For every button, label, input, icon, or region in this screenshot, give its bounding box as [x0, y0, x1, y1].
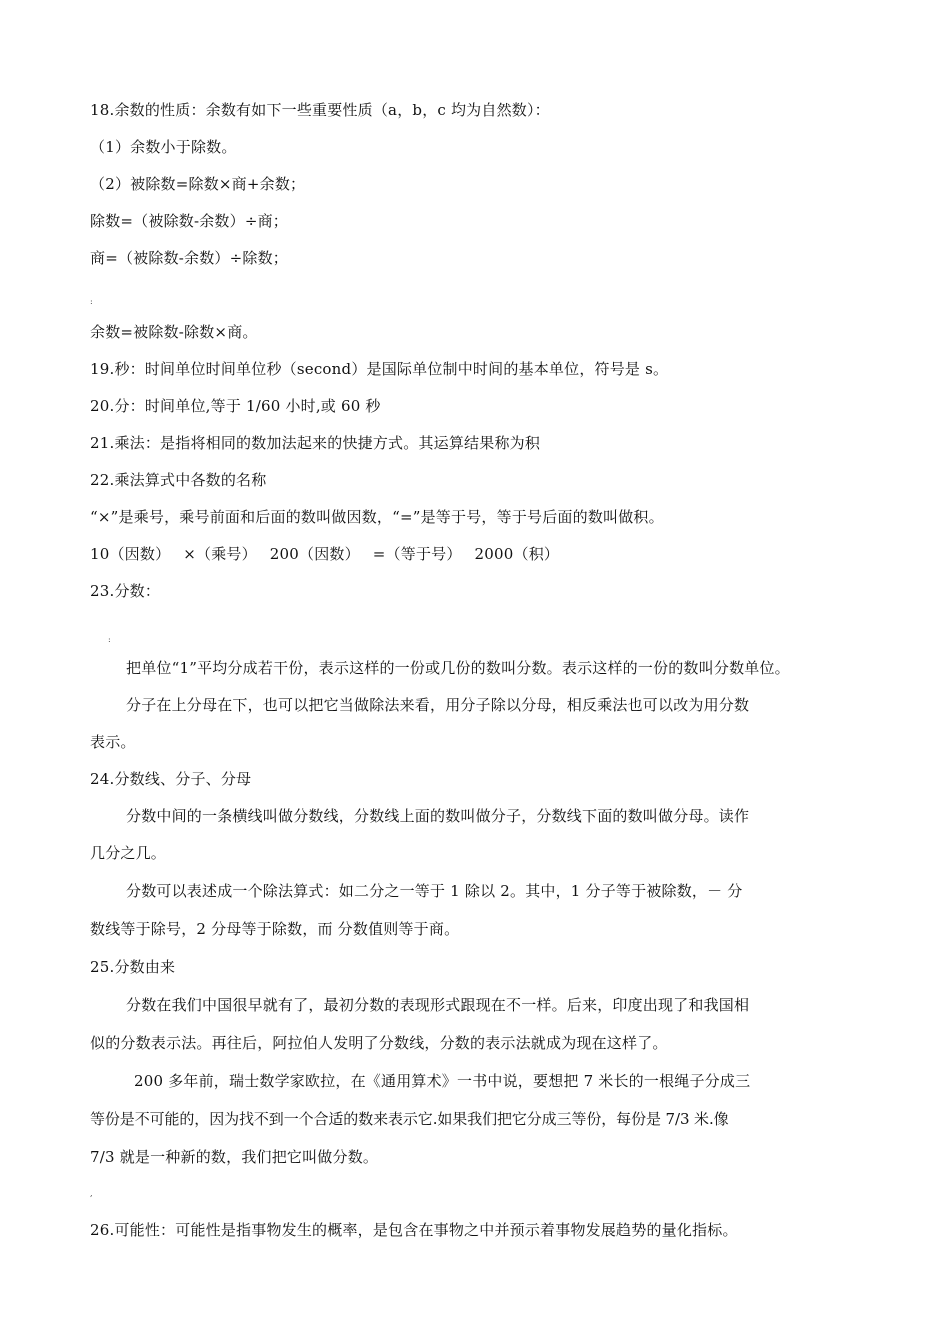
section-21: 21.乘法：是指将相同的数加法起来的快捷方式。其运算结果称为积: [90, 434, 541, 452]
euler-story-2: 等份是不可能的，因为找不到一个合适的数来表示它.如果我们把它分成三等份，每份是 7/3 米.像: [90, 1110, 729, 1128]
stray-mark-1: :: [90, 297, 93, 306]
multiplication-symbols: “×”是乘号，乘号前面和后面的数叫做因数，“=”是等于号，等于号后面的数叫做积。: [90, 508, 664, 526]
quotient-formula: 商=（被除数-余数）÷除数；: [90, 249, 289, 267]
fraction-division-1: 分子在上分母在下，也可以把它当做除法来看，用分子除以分母，相反乘法也可以改为用分数: [126, 696, 750, 714]
section-26: 26.可能性：可能性是指事物发生的概率，是包含在事物之中并预示着事物发展趋势的量化指标。: [90, 1221, 738, 1239]
section-24-heading: 24.分数线、分子、分母: [90, 770, 252, 788]
fraction-definition: 把单位“1”平均分成若干份，表示这样的一份或几份的数叫分数。表示这样的一份的数叫分数单位。: [126, 659, 790, 677]
fraction-as-division-2: 数线等于除号，2 分母等于除数，而 分数值则等于商。: [90, 920, 460, 938]
euler-story-3: 7/3 就是一种新的数，我们把它叫做分数。: [90, 1148, 379, 1166]
section-25-heading: 25.分数由来: [90, 958, 176, 976]
section-22-heading: 22.乘法算式中各数的名称: [90, 471, 267, 489]
fraction-division-2: 表示。: [90, 733, 136, 751]
fraction-as-division-1: 分数可以表述成一个除法算式：如二分之一等于 1 除以 2。其中，1 分子等于被除数，－ 分: [126, 882, 743, 900]
multiplication-example: 10（因数） ×（乘号） 200（因数） =（等于号） 2000（积）: [90, 545, 560, 563]
fraction-line-2: 几分之几。: [90, 844, 167, 862]
divisor-formula: 除数=（被除数-余数）÷商；: [90, 212, 289, 230]
section-18-heading: 18.余数的性质：余数有如下一些重要性质（a，b，c 均为自然数）：: [90, 101, 550, 119]
section-19: 19.秒：时间单位时间单位秒（second）是国际单位制中时间的基本单位，符号是 s。: [90, 360, 669, 378]
remainder-formula: 余数=被除数-除数×商。: [90, 323, 258, 341]
euler-story-1: 200 多年前，瑞士数学家欧拉，在《通用算术》一书中说，要想把 7 米长的一根绳子分成三: [134, 1072, 751, 1090]
remainder-rule-1: （1）余数小于除数。: [90, 138, 237, 156]
section-23-heading: 23.分数：: [90, 582, 161, 600]
stray-mark-3: ,: [90, 1189, 93, 1198]
fraction-origin-1: 分数在我们中国很早就有了，最初分数的表现形式跟现在不一样。后来，印度出现了和我国相: [126, 996, 750, 1014]
remainder-rule-2: （2）被除数=除数×商+余数；: [90, 175, 306, 193]
section-20: 20.分：时间单位,等于 1/60 小时,或 60 秒: [90, 397, 381, 415]
fraction-origin-2: 似的分数表示法。再往后，阿拉伯人发明了分数线，分数的表示法就成为现在这样了。: [90, 1034, 668, 1052]
stray-mark-2: :: [108, 635, 111, 644]
fraction-line-1: 分数中间的一条横线叫做分数线，分数线上面的数叫做分子，分数线下面的数叫做分母。读作: [126, 807, 750, 825]
